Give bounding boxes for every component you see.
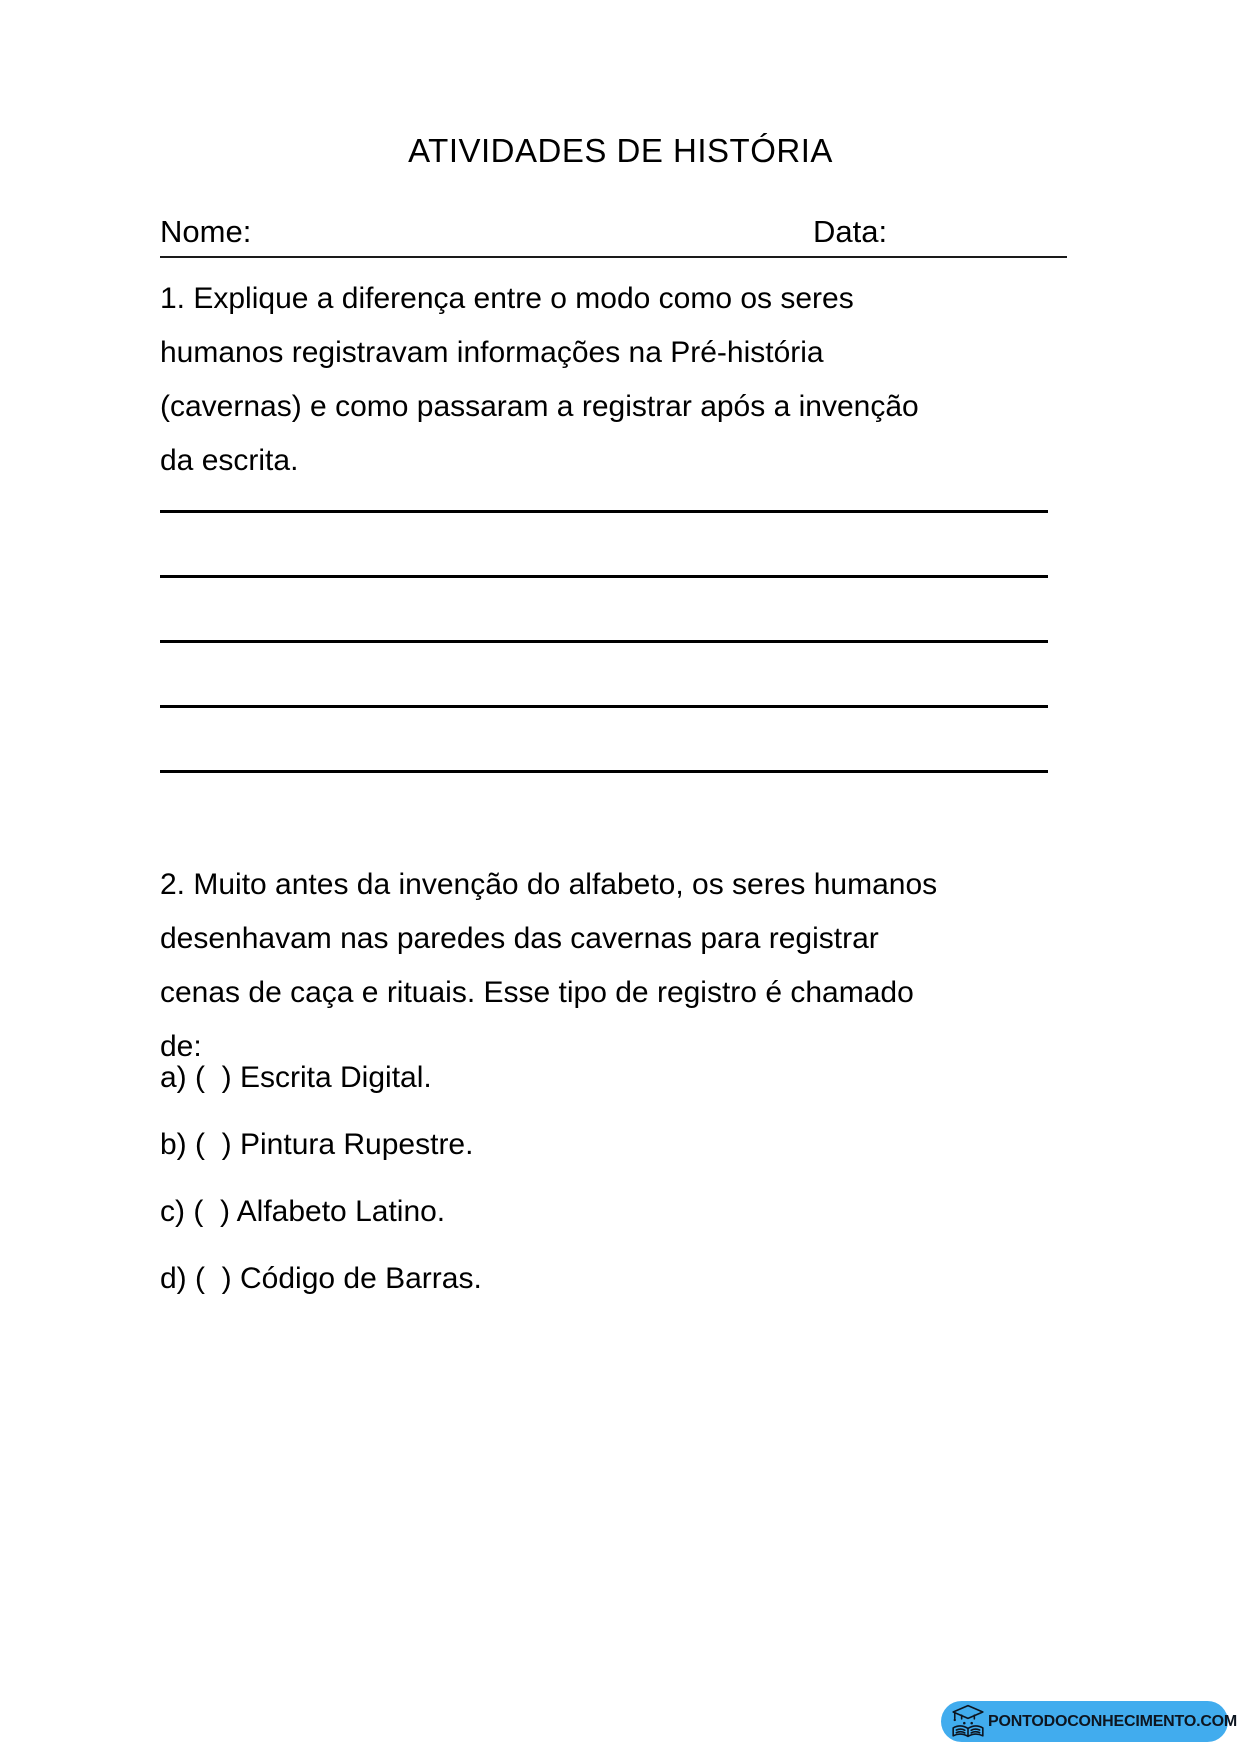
- answer-lines-block: [160, 510, 1048, 835]
- question-text-line: cenas de caça e rituais. Esse tipo de registro é chamado: [160, 976, 914, 1009]
- date-label: Data:: [813, 214, 888, 249]
- question-text-line: de:: [160, 1030, 202, 1063]
- answer-line: [160, 510, 1048, 513]
- answer-line: [160, 705, 1048, 708]
- question-text-line: humanos registravam informações na Pré-história: [160, 336, 824, 369]
- answer-line: [160, 640, 1048, 643]
- footer-brand-badge[interactable]: [941, 1701, 1238, 1742]
- option-d: d) ( ) Código de Barras.: [160, 1262, 482, 1295]
- question-text-line: desenhavam nas paredes das cavernas para registrar: [160, 922, 879, 955]
- question-text-line: (cavernas) e como passaram a registrar após a invenção: [160, 390, 919, 423]
- option-c: c) ( ) Alfabeto Latino.: [160, 1195, 446, 1228]
- question-text-line: 2. Muito antes da invenção do alfabeto, os seres humanos: [160, 868, 938, 901]
- question-text-line: da escrita.: [160, 444, 299, 477]
- question-text-line: 1. Explique a diferença entre o modo como os seres: [160, 282, 854, 315]
- name-date-row: [160, 212, 1067, 258]
- name-label: Nome:: [160, 214, 252, 249]
- question-1-text: [160, 272, 990, 488]
- footer-brand-text: PONTODOCONHECIMENTO.COM: [988, 1712, 1238, 1730]
- option-b: b) ( ) Pintura Rupestre.: [160, 1128, 474, 1161]
- page-title: ATIVIDADES DE HISTÓRIA: [408, 132, 833, 169]
- answer-line: [160, 770, 1048, 773]
- options-list: [160, 1051, 1000, 1319]
- scholar-graduation-book-icon: [950, 1703, 986, 1739]
- question-2-text: [160, 858, 1000, 1074]
- answer-line: [160, 575, 1048, 578]
- option-a: a) ( ) Escrita Digital.: [160, 1061, 432, 1094]
